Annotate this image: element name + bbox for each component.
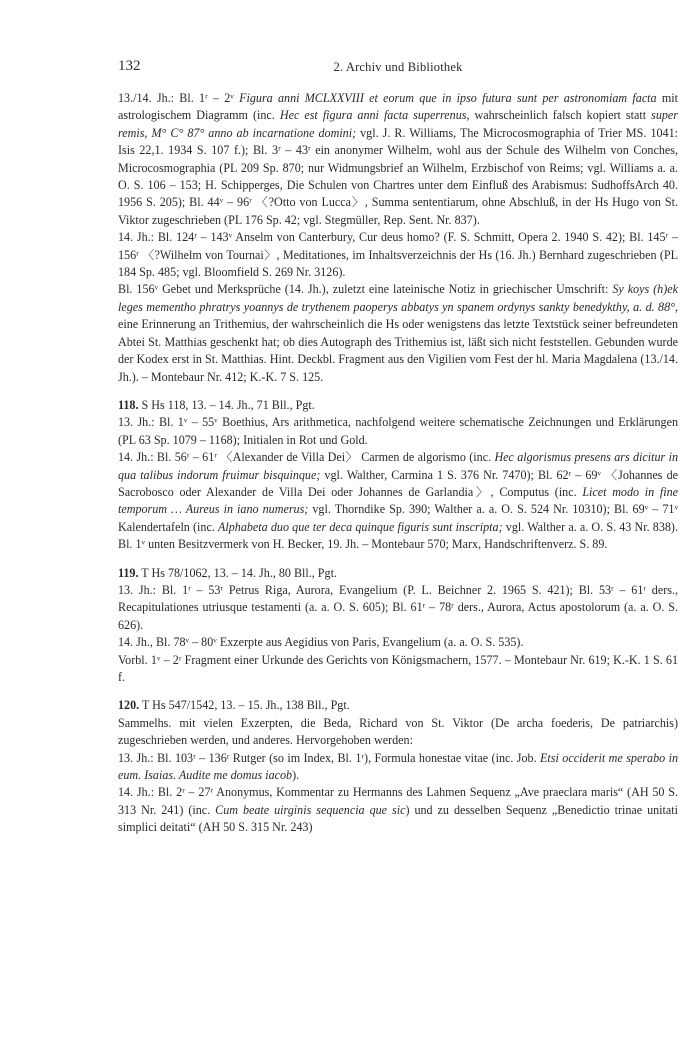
entry-number: 119.	[118, 565, 139, 580]
catalog-entry-118	[118, 397, 678, 554]
entry-line: 13. Jh.: Bl. 103ʳ – 136ʳ Rutger (so im Index, Bl. 1ʳ), Formula honestae vitae (inc. Job. Etsi occiderit me sperabo in eum. Isaias. Audite me domus iacob).	[118, 750, 678, 783]
entry-line: 13. Jh.: Bl. 1ᵛ – 55ᵛ Boethius, Ars arithmetica, nachfolgend weitere schematische Zeichnungen und Erklärungen (PL 63 Sp. 1079 – 1168); Initialen in Rot und Gold.	[118, 415, 678, 447]
entry-number: 118.	[118, 397, 139, 412]
entry-heading: 119. T Hs 78/1062, 13. – 14. Jh., 80 Bll., Pgt.	[118, 565, 337, 580]
paragraph-14th-century: 14. Jh.: Bl. 124ʳ – 143ᵛ Anselm von Canterbury, Cur deus homo? (F. S. Schmitt, Opera 2. 1940 S. 42); Bl. 145ʳ – 156ʳ 〈?Wilhelm von Tournai〉, Meditationes, im Inhaltsverzeichnis der Hs (16. Jh.) Bernhard zugeschrieben (PL 184 Sp. 485; vgl. Bloomfield S. 269 Nr. 3126).	[118, 230, 678, 280]
page-number: 132	[118, 58, 141, 74]
entry-line: 13. Jh.: Bl. 1ʳ – 53ʳ Petrus Riga, Aurora, Evangelium (P. L. Beichner 2. 1965 S. 421); Bl. 53ʳ – 61ʳ ders., Recapitulationes utriusque testamenti (a. a. O. S. 605); Bl. 61ʳ – 78ʳ ders., Aurora, Actus apostolorum (a. a. O. S. 626).	[118, 582, 678, 632]
catalog-entry-119	[118, 565, 678, 687]
paragraph-continuation: 13./14. Jh.: Bl. 1ʳ – 2ᵛ Figura anni MCLXXVIII et eorum que in ipso futura sunt per astronomiam facta mit astrologischem Diagramm (inc. Hec est figura anni facta superrenus, wahrscheinlich falsch kopiert statt super remis, M° C° 87° anno ab incarnatione domini; vgl. J. R. Williams, The Microcosmographia of Trier MS. 1041: Isis 22,1. 1934 S. 107 f.); Bl. 3ʳ – 43ʳ ein anonymer Wilhelm, wohl aus der Schule des Wilhelm von Conches, Microcosmographia (PL 209 Sp. 870; nur Widmungsbrief an Wilhelm, Erzbischof von Reims; vgl. Williams a. a. O. S. 106 – 153; H. Schipperges, Die Schulen von Chartres unter dem Einfluß des Arabismus: SudhoffsArch 40. 1956 S. 205); Bl. 44ᵛ – 96ʳ 〈?Otto von Lucca〉, Summa sententiarum, ohne Abschluß, in der Hs Hugo von St. Viktor zugeschrieben (PL 176 Sp. 42; vgl. Stegmüller, Rep. Sent. Nr. 837).	[118, 91, 678, 227]
entry-line: Sammelhs. mit vielen Exzerpten, die Beda, Richard von St. Viktor (De archa foederis, De patriarchis) zugeschrieben werden, und anderes. Hervorgehoben werden:	[118, 715, 678, 748]
entry-line: 14. Jh.: Bl. 56ʳ – 61ʳ 〈Alexander de Villa Dei〉 Carmen de algorismo (inc. Hec algorismus presens ars dicitur in qua talibus indorum fruimur bisquinque; vgl. Walther, Carmina 1 S. 376 Nr. 7470); Bl. 62ʳ – 69ᵛ 〈Johannes de Sacrobosco oder Alexander de Villa Dei oder Johannes de Garlandia〉, Computus (inc. Licet modo in fine temporum … Aureus in iano numerus; vgl. Thorndike Sp. 390; Walther a. a. O. S. 524 Nr. 10310); Bl. 69ᵛ – 71ᵛ Kalendertafeln (inc. Alphabeta duo que ter deca quinque figuris sunt inscripta; vgl. Walther a. a. O. S. 43 Nr. 838). Bl. 1ᵛ unten Besitzvermerk von H. Becker, 19. Jh. – Montebaur 570; Marx, Handschriftenverz. S. 89.	[118, 450, 678, 552]
entry-line: Vorbl. 1ᵛ – 2ʳ Fragment einer Urkunde des Gerichts von Königsmachern, 1577. – Montebaur Nr. 619; K.-K. 1 S. 61 f.	[118, 652, 678, 684]
catalog-entry-120	[118, 697, 678, 836]
paragraph-notes: Bl. 156ᵛ Gebet und Merksprüche (14. Jh.), zuletzt eine lateinische Notiz in griechischer Umschrift: Sy koys (h)ek leges mementho phratrys yoannys de trythenem paoperys abbatys yn spanem ordynys sankty benedykthy, a. d. 88°, eine Erinnerung an Trithemius, der wahrscheinlich die Hs oder wenigstens das letzte Textstück seiner befreundeten Abtei St. Matthias geschenkt hat; ob dies Autograph des Trithemius ist, läßt sich nicht feststellen. Gebunden wurde der Kodex erst in St. Matthias. Hint. Deckbl. Fragment aus den Vigilien vom Fest der hl. Maria Magdalena (13./14. Jh.). – Montebaur Nr. 412; K.-K. 7 S. 125.	[118, 282, 678, 384]
entry-line: 14. Jh.: Bl. 2ʳ – 27ʳ Anonymus, Kommentar zu Hermanns des Lahmen Sequenz „Ave praeclara maris“ (AH 50 S. 313 Nr. 241) (inc. Cum beate uirginis sequencia que sic) und zu desselben Sequenz „Benedictio trinae unitati simplici deitati“ (AH 50 S. 315 Nr. 243)	[118, 785, 678, 835]
entry-number: 120.	[118, 698, 140, 713]
running-title: 2. Archiv und Bibliothek	[333, 60, 463, 74]
entry-line: 14. Jh., Bl. 78ᵛ – 80ᵛ Exzerpte aus Aegidius von Paris, Evangelium (a. a. O. S. 535).	[118, 635, 524, 650]
page-header	[118, 58, 678, 78]
entry-heading: 120. T Hs 547/1542, 13. – 15. Jh., 138 Bll., Pgt.	[118, 698, 350, 713]
entry-heading: 118. S Hs 118, 13. – 14. Jh., 71 Bll., Pgt.	[118, 397, 315, 412]
page-body	[118, 90, 678, 837]
